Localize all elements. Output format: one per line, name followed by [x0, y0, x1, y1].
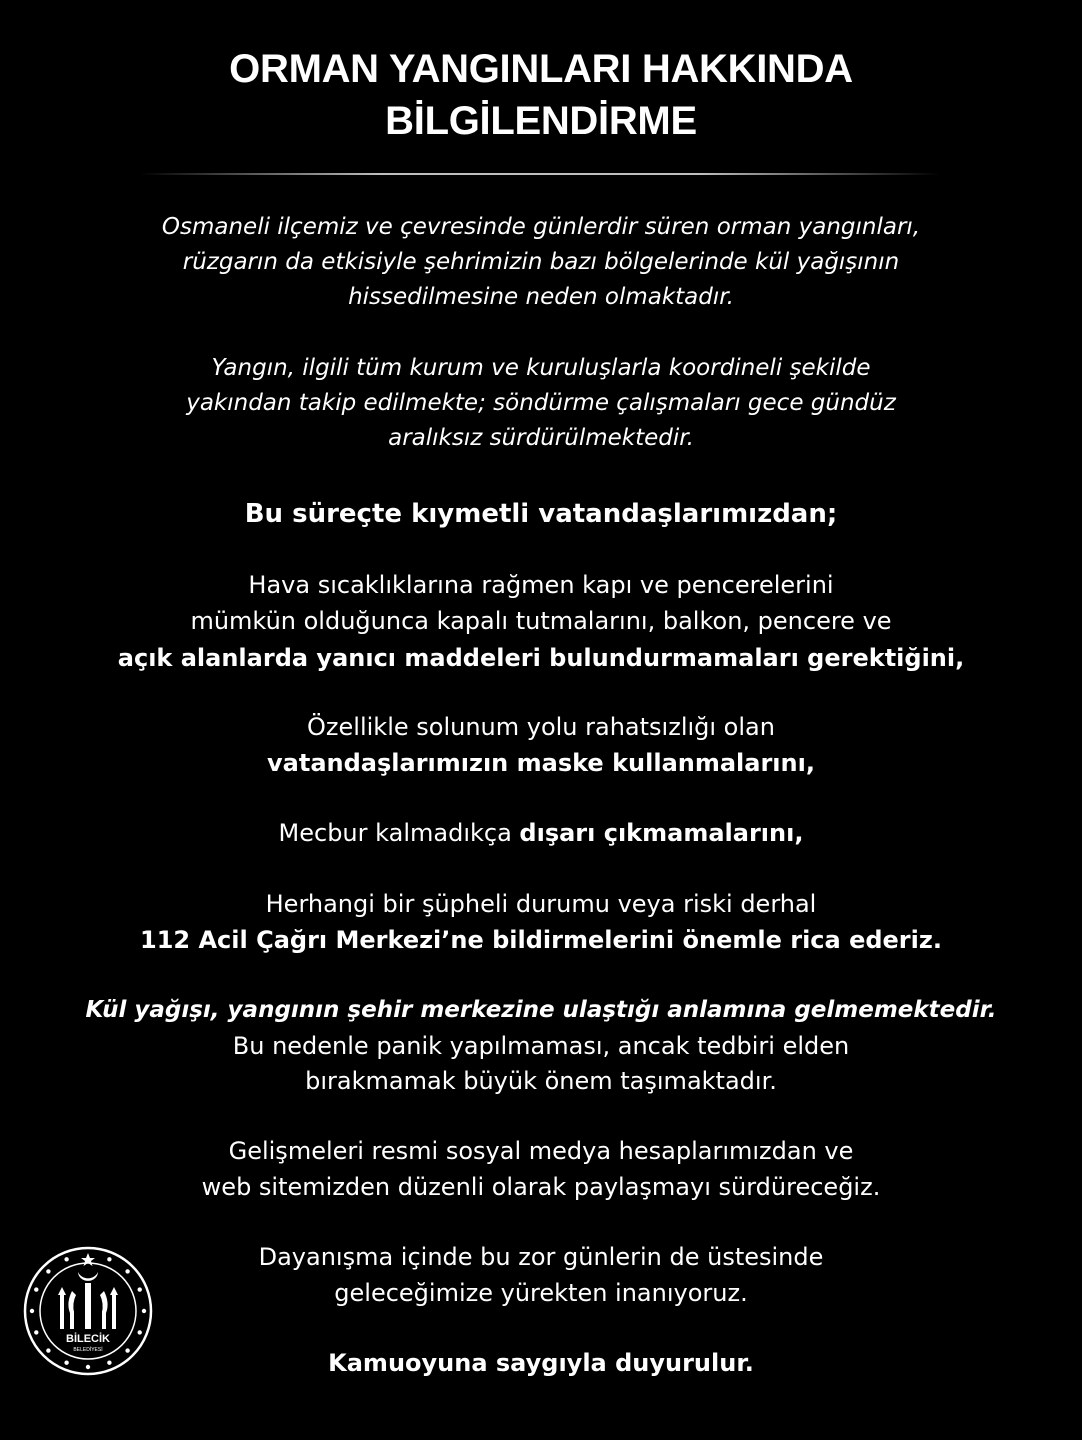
logo-star-icon [34, 1287, 38, 1291]
paragraph-3-line-1: Hava sıcaklıklarına rağmen kapı ve pencerelerini [248, 571, 834, 599]
svg-text:BİLECİK: BİLECİK [66, 1333, 110, 1345]
paragraph-2-line-2: yakından takip edilmekte; söndürme çalışmaları gece gündüz [186, 390, 896, 416]
logo-star-icon [46, 1348, 50, 1352]
logo-star-icon [107, 1361, 111, 1365]
logo-star-icon [138, 1287, 142, 1291]
logo-star-icon [86, 1365, 90, 1369]
paragraph-9-line-1: Dayanışma içinde bu zor günlerin de üstesinde [258, 1243, 824, 1271]
page-title-line-2: BİLGİLENDİRME [385, 99, 697, 143]
logo-star-icon [107, 1257, 111, 1261]
paragraph-8-line-1: Gelişmeleri resmi sosyal medya hesaplarımızdan ve [228, 1137, 854, 1165]
bilecik-municipality-logo [22, 1245, 154, 1377]
paragraph-3-line-3: açık alanlarda yanıcı maddeleri bulundurmamaları gerektiğini, [117, 644, 965, 672]
paragraph-7-line-3: bırakmamak büyük önem taşımaktadır. [305, 1067, 777, 1095]
logo-star-icon [138, 1330, 142, 1334]
paragraph-2-line-1: Yangın, ilgili tüm kurum ve kuruluşlarla koordineli şekilde [211, 355, 871, 381]
paragraph-5 [0, 818, 1082, 848]
logo-star-icon [142, 1309, 146, 1313]
logo-emblem-icon [22, 1245, 154, 1377]
paragraph-5-normal: Mecbur kalmadıkça [278, 819, 520, 847]
logo-star-icon [34, 1330, 38, 1334]
logo-star-icon [64, 1257, 68, 1261]
paragraph-7-line-1: Kül yağışı, yangının şehir merkezine ulaştığı anlamına gelmemektedir. [85, 997, 997, 1023]
paragraph-7-line-2: Bu nedenle panik yapılmaması, ancak tedbiri elden [232, 1032, 850, 1060]
logo-star-icon [46, 1269, 50, 1273]
logo-star-icon [125, 1348, 129, 1352]
svg-text:BELEDİYESİ: BELEDİYESİ [73, 1347, 103, 1353]
closing-statement: Kamuoyuna saygıyla duyurulur. [328, 1349, 754, 1377]
paragraph-6-line-1: Herhangi bir şüpheli durumu veya riski derhal [265, 890, 817, 918]
paragraph-1-line-1: Osmaneli ilçemiz ve çevresinde günlerdir süren orman yangınları, [161, 214, 921, 240]
logo-star-icon [125, 1269, 129, 1273]
paragraph-3-line-2: mümkün olduğunca kapalı tutmalarını, balkon, pencere ve [190, 607, 892, 635]
paragraph-8-line-2: web sitemizden düzenli olarak paylaşmayı sürdüreceğiz. [201, 1173, 881, 1201]
paragraph-9-line-2: geleceğimize yürekten inanıyoruz. [334, 1279, 748, 1307]
paragraph-6-line-2: 112 Acil Çağrı Merkezi’ne bildirmelerini önemle rica ederiz. [140, 926, 942, 954]
paragraph-1-line-3: hissedilmesine neden olmaktadır. [348, 284, 734, 310]
paragraph-1-line-2: rüzgarın da etkisiyle şehrimizin bazı bölgelerinde kül yağışının [182, 249, 900, 275]
paragraph-5-bold: dışarı çıkmamalarını, [519, 819, 804, 847]
title-divider [140, 173, 940, 175]
logo-star-icon [30, 1309, 34, 1313]
section-heading: Bu süreçte kıymetli vatandaşlarımızdan; [244, 499, 838, 529]
page-title-line-1: ORMAN YANGINLARI HAKKINDA [229, 47, 853, 91]
logo-star-icon [64, 1361, 68, 1365]
paragraph-4-line-2: vatandaşlarımızın maske kullanmalarını, [267, 749, 815, 777]
paragraph-4-line-1: Özellikle solunum yolu rahatsızlığı olan [307, 713, 775, 741]
paragraph-2-line-3: aralıksız sürdürülmektedir. [388, 425, 694, 451]
